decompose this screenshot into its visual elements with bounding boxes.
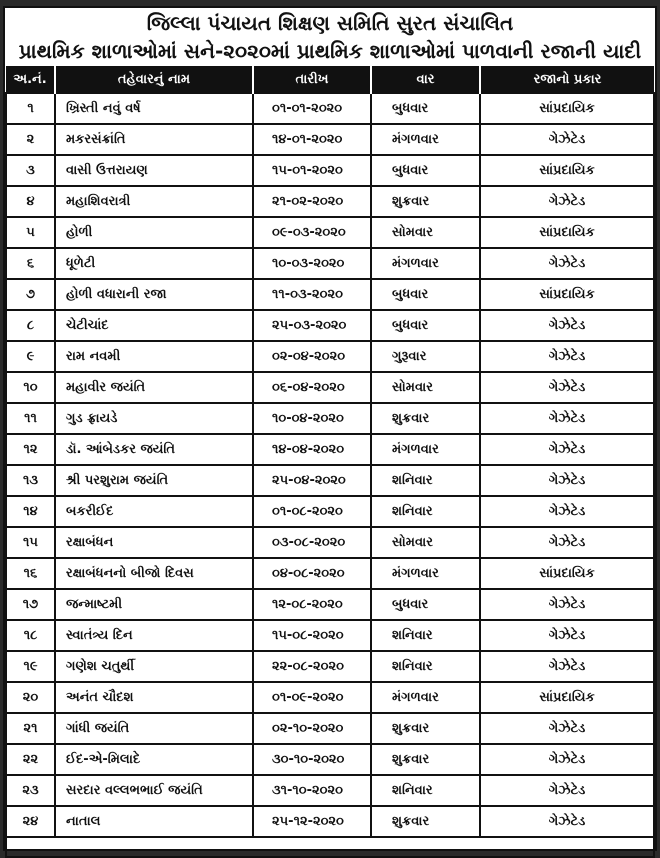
holiday-type: ગેઝેટેડ bbox=[480, 124, 654, 155]
festival-name: સરદાર વલ્લભભાઈ જયંતિ bbox=[55, 775, 253, 806]
weekday: બુધવાર bbox=[371, 589, 480, 620]
weekday: શનિવાર bbox=[371, 496, 480, 527]
holiday-type: ગેઝેટેડ bbox=[480, 496, 654, 527]
table-row bbox=[6, 589, 654, 620]
serial-number: ૧૭ bbox=[6, 589, 55, 620]
serial-number: ૬ bbox=[6, 248, 55, 279]
table-row bbox=[6, 713, 654, 744]
table-row bbox=[6, 775, 654, 806]
weekday: શુક્રવાર bbox=[371, 186, 480, 217]
holiday-date: ૦૧-૦૮-૨૦૨૦ bbox=[253, 496, 371, 527]
festival-name: રક્ષાબંધન bbox=[55, 527, 253, 558]
column-header-holiday-type: રજાનો પ્રકાર bbox=[480, 66, 654, 93]
festival-name: મહાવીર જયંતિ bbox=[55, 372, 253, 403]
table-row bbox=[6, 682, 654, 713]
holiday-type: ગેઝેટેડ bbox=[480, 186, 654, 217]
weekday: બુધવાર bbox=[371, 310, 480, 341]
festival-name: હોળી વધારાની રજા bbox=[55, 279, 253, 310]
table-row bbox=[6, 465, 654, 496]
festival-name: નાતાલ bbox=[55, 806, 253, 837]
festival-name: ઈદ-એ-મિલાદે bbox=[55, 744, 253, 775]
table-row bbox=[6, 155, 654, 186]
empty-footer-row bbox=[6, 837, 654, 857]
weekday: બુધવાર bbox=[371, 93, 480, 124]
holiday-date: ૦૪-૦૮-૨૦૨૦ bbox=[253, 558, 371, 589]
table-row bbox=[6, 372, 654, 403]
table-row bbox=[6, 186, 654, 217]
holiday-date: ૦૩-૦૮-૨૦૨૦ bbox=[253, 527, 371, 558]
festival-name: જન્માષ્ટમી bbox=[55, 589, 253, 620]
serial-number: ૧૨ bbox=[6, 434, 55, 465]
holiday-type: સાંપ્રદાયિક bbox=[480, 155, 654, 186]
table-row bbox=[6, 341, 654, 372]
serial-number: ૨૪ bbox=[6, 806, 55, 837]
serial-number: ૪ bbox=[6, 186, 55, 217]
table-header-row bbox=[6, 66, 654, 93]
holiday-date: ૦૨-૦૪-૨૦૨૦ bbox=[253, 341, 371, 372]
holiday-type: સાંપ્રદાયિક bbox=[480, 217, 654, 248]
festival-name: સ્વાતંત્ર્ય દિન bbox=[55, 620, 253, 651]
table-row bbox=[6, 93, 654, 124]
weekday: મંગળવાર bbox=[371, 124, 480, 155]
weekday: શનિવાર bbox=[371, 620, 480, 651]
serial-number: ૨ bbox=[6, 124, 55, 155]
holiday-date: ૦૯-૦૩-૨૦૨૦ bbox=[253, 217, 371, 248]
serial-number: ૯ bbox=[6, 341, 55, 372]
holiday-date: ૨૫-૦૪-૨૦૨૦ bbox=[253, 465, 371, 496]
holiday-type: ગેઝેટેડ bbox=[480, 806, 654, 837]
festival-name: રામ નવમી bbox=[55, 341, 253, 372]
holiday-date: ૧૪-૦૧-૨૦૨૦ bbox=[253, 124, 371, 155]
festival-name: ધૂળેટી bbox=[55, 248, 253, 279]
holiday-type: ગેઝેટેડ bbox=[480, 744, 654, 775]
serial-number: ૮ bbox=[6, 310, 55, 341]
festival-name: વાસી ઉત્તરાયણ bbox=[55, 155, 253, 186]
column-header-day: વાર bbox=[371, 66, 480, 93]
serial-number: ૧૫ bbox=[6, 527, 55, 558]
holiday-type: ગેઝેટેડ bbox=[480, 527, 654, 558]
serial-number: ૭ bbox=[6, 279, 55, 310]
serial-number: ૧૮ bbox=[6, 620, 55, 651]
weekday: શુક્રવાર bbox=[371, 744, 480, 775]
serial-number: ૨૧ bbox=[6, 713, 55, 744]
holiday-list-document bbox=[3, 6, 657, 851]
table-row bbox=[6, 310, 654, 341]
festival-name: મહાશિવરાત્રી bbox=[55, 186, 253, 217]
holiday-date: ૦૨-૧૦-૨૦૨૦ bbox=[253, 713, 371, 744]
table-row bbox=[6, 279, 654, 310]
serial-number: ૨૩ bbox=[6, 775, 55, 806]
table-row bbox=[6, 124, 654, 155]
holiday-date: ૧૨-૦૮-૨૦૨૦ bbox=[253, 589, 371, 620]
table-row bbox=[6, 496, 654, 527]
serial-number: ૧૬ bbox=[6, 558, 55, 589]
festival-name: ચેટીચાંદ bbox=[55, 310, 253, 341]
weekday: શનિવાર bbox=[371, 651, 480, 682]
festival-name: બકરીઈદ bbox=[55, 496, 253, 527]
holiday-type: ગેઝેટેડ bbox=[480, 651, 654, 682]
festival-name: ગુડ ફ્રાયડે bbox=[55, 403, 253, 434]
weekday: શનિવાર bbox=[371, 775, 480, 806]
column-header-serial: અ.નં. bbox=[6, 66, 55, 93]
empty-cell bbox=[6, 837, 654, 857]
column-header-festival: તહેવારનું નામ bbox=[55, 66, 253, 93]
holiday-date: ૨૫-૧૨-૨૦૨૦ bbox=[253, 806, 371, 837]
holiday-type: સાંપ્રદાયિક bbox=[480, 558, 654, 589]
document-subtitle: પ્રાથમિક શાળાઓમાં સને-૨૦૨૦માં પ્રાથમિક શાળાઓમાં પાળવાની રજાની યાદી bbox=[18, 39, 642, 63]
holiday-type: ગેઝેટેડ bbox=[480, 713, 654, 744]
table-row bbox=[6, 744, 654, 775]
holiday-type: ગેઝેટેડ bbox=[480, 775, 654, 806]
weekday: મંગળવાર bbox=[371, 558, 480, 589]
holiday-date: ૨૨-૦૮-૨૦૨૦ bbox=[253, 651, 371, 682]
holiday-type: સાંપ્રદાયિક bbox=[480, 93, 654, 124]
holiday-type: ગેઝેટેડ bbox=[480, 434, 654, 465]
holiday-date: ૦૧-૦૯-૨૦૨૦ bbox=[253, 682, 371, 713]
holiday-type: ગેઝેટેડ bbox=[480, 589, 654, 620]
festival-name: રક્ષાબંધનનો બીજો દિવસ bbox=[55, 558, 253, 589]
weekday: શુક્રવાર bbox=[371, 403, 480, 434]
holiday-type: સાંપ્રદાયિક bbox=[480, 279, 654, 310]
holiday-date: ૧૦-૦૪-૨૦૨૦ bbox=[253, 403, 371, 434]
weekday: મંગળવાર bbox=[371, 434, 480, 465]
holiday-table bbox=[5, 66, 655, 858]
holiday-date: ૦૬-૦૪-૨૦૨૦ bbox=[253, 372, 371, 403]
serial-number: ૧૩ bbox=[6, 465, 55, 496]
holiday-date: ૧૦-૦૩-૨૦૨૦ bbox=[253, 248, 371, 279]
holiday-date: ૩૧-૧૦-૨૦૨૦ bbox=[253, 775, 371, 806]
holiday-date: ૦૧-૦૧-૨૦૨૦ bbox=[253, 93, 371, 124]
weekday: શુક્રવાર bbox=[371, 806, 480, 837]
holiday-type: ગેઝેટેડ bbox=[480, 620, 654, 651]
weekday: ગુરૂવાર bbox=[371, 341, 480, 372]
table-row bbox=[6, 217, 654, 248]
holiday-date: ૧૧-૦૩-૨૦૨૦ bbox=[253, 279, 371, 310]
holiday-date: ૨૧-૦૨-૨૦૨૦ bbox=[253, 186, 371, 217]
weekday: બુધવાર bbox=[371, 155, 480, 186]
serial-number: ૧૪ bbox=[6, 496, 55, 527]
holiday-date: ૩૦-૧૦-૨૦૨૦ bbox=[253, 744, 371, 775]
festival-name: મકરસંક્રાંતિ bbox=[55, 124, 253, 155]
serial-number: ૨૦ bbox=[6, 682, 55, 713]
holiday-type: ગેઝેટેડ bbox=[480, 310, 654, 341]
festival-name: ખ્રિસ્તી નવું વર્ષ bbox=[55, 93, 253, 124]
table-row bbox=[6, 806, 654, 837]
serial-number: ૧૦ bbox=[6, 372, 55, 403]
holiday-date: ૧૫-૦૮-૨૦૨૦ bbox=[253, 620, 371, 651]
table-row bbox=[6, 651, 654, 682]
serial-number: ૧૧ bbox=[6, 403, 55, 434]
table-row bbox=[6, 620, 654, 651]
holiday-type: ગેઝેટેડ bbox=[480, 341, 654, 372]
festival-name: શ્રી પરશુરામ જયંતિ bbox=[55, 465, 253, 496]
holiday-type: ગેઝેટેડ bbox=[480, 248, 654, 279]
holiday-date: ૧૫-૦૧-૨૦૨૦ bbox=[253, 155, 371, 186]
document-title: જિલ્લા પંચાયત શિક્ષણ સમિતિ સુરત સંચાલિત bbox=[146, 11, 514, 35]
festival-name: અનંત ચૌદશ bbox=[55, 682, 253, 713]
serial-number: ૧૯ bbox=[6, 651, 55, 682]
table-row bbox=[6, 248, 654, 279]
weekday: સોમવાર bbox=[371, 527, 480, 558]
weekday: સોમવાર bbox=[371, 217, 480, 248]
weekday: મંગળવાર bbox=[371, 682, 480, 713]
weekday: સોમવાર bbox=[371, 372, 480, 403]
weekday: મંગળવાર bbox=[371, 248, 480, 279]
holiday-type: ગેઝેટેડ bbox=[480, 465, 654, 496]
festival-name: હોળી bbox=[55, 217, 253, 248]
column-header-date: તારીખ bbox=[253, 66, 371, 93]
serial-number: ૨૨ bbox=[6, 744, 55, 775]
table-row bbox=[6, 558, 654, 589]
table-row bbox=[6, 403, 654, 434]
weekday: શનિવાર bbox=[371, 465, 480, 496]
weekday: શુક્રવાર bbox=[371, 713, 480, 744]
holiday-type: સાંપ્રદાયિક bbox=[480, 682, 654, 713]
festival-name: ડૉ. આંબેડકર જયંતિ bbox=[55, 434, 253, 465]
holiday-date: ૧૪-૦૪-૨૦૨૦ bbox=[253, 434, 371, 465]
serial-number: ૩ bbox=[6, 155, 55, 186]
festival-name: ગણેશ ચતુર્થી bbox=[55, 651, 253, 682]
table-row bbox=[6, 527, 654, 558]
serial-number: ૫ bbox=[6, 217, 55, 248]
table-row bbox=[6, 434, 654, 465]
weekday: બુધવાર bbox=[371, 279, 480, 310]
festival-name: ગાંધી જયંતિ bbox=[55, 713, 253, 744]
serial-number: ૧ bbox=[6, 93, 55, 124]
holiday-type: ગેઝેટેડ bbox=[480, 372, 654, 403]
holiday-type: ગેઝેટેડ bbox=[480, 403, 654, 434]
holiday-date: ૨૫-૦૩-૨૦૨૦ bbox=[253, 310, 371, 341]
